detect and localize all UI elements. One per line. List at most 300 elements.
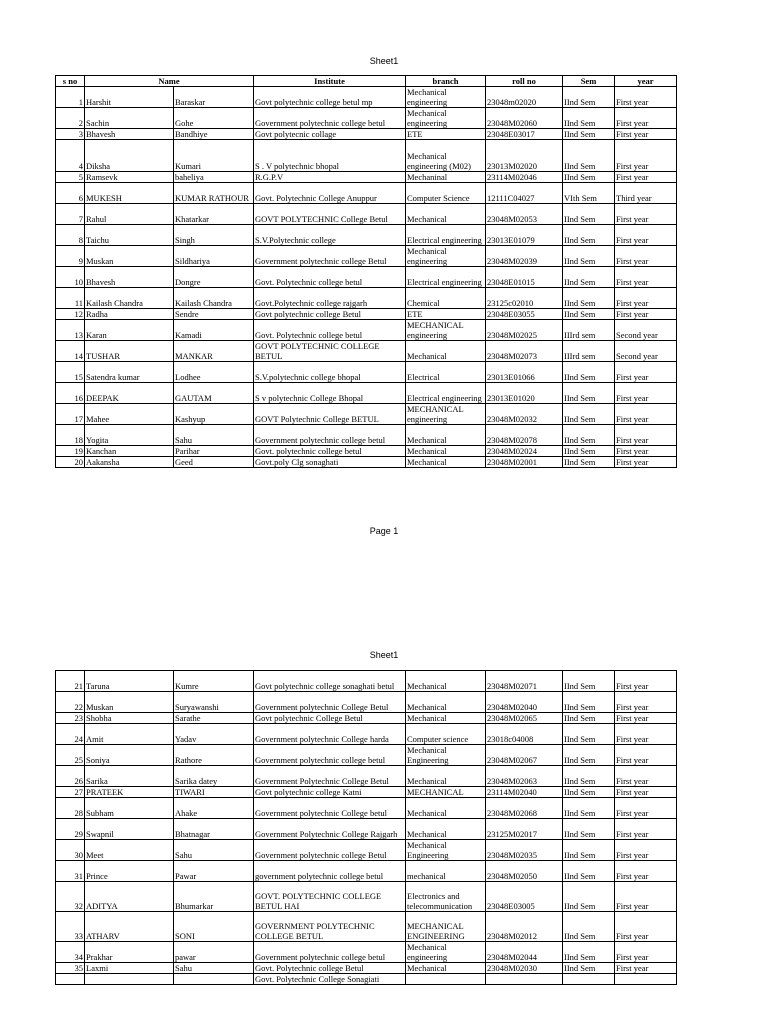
s-no-cell: 11 (56, 288, 85, 309)
roll-no-cell: 23048E03055 (486, 309, 563, 320)
branch-cell: Mechanical (406, 963, 486, 974)
last-name-cell: SONI (174, 912, 254, 942)
page-footer: Page 1 (369, 526, 399, 536)
s-no-cell: 1 (56, 87, 85, 108)
s-no-cell: 10 (56, 267, 85, 288)
s-no-cell: 21 (56, 671, 85, 692)
sem-cell: IInd Sem (563, 246, 615, 267)
institute-cell: government polytechnic college betul (254, 861, 406, 882)
last-name-cell: Kailash Chandra (174, 288, 254, 309)
branch-cell: Mechanical (406, 341, 486, 362)
year-cell: First year (615, 225, 677, 246)
table-row (56, 362, 677, 383)
institute-cell: Govt. Polytechnic College Sonagiati (254, 974, 406, 985)
first-name-cell: Aakansha (85, 457, 174, 468)
roll-no-cell: 23013E01079 (486, 225, 563, 246)
last-name-cell: KUMAR RATHOUR (174, 183, 254, 204)
sem-cell: IInd Sem (563, 787, 615, 798)
year-cell: First year (615, 288, 677, 309)
year-cell: First year (615, 942, 677, 963)
table-row (56, 309, 677, 320)
s-no-cell: 17 (56, 404, 85, 425)
institute-cell: Govt.Polytechnic college rajgarh (254, 288, 406, 309)
first-name-cell: Radha (85, 309, 174, 320)
last-name-cell: Rathore (174, 745, 254, 766)
institute-cell: Government Polytechnic College Rajgarh (254, 819, 406, 840)
table-row (56, 183, 677, 204)
institute-cell: Govt polytechnic college Betul (254, 309, 406, 320)
sem-cell (563, 974, 615, 985)
s-no-cell: 13 (56, 320, 85, 341)
year-cell: First year (615, 840, 677, 861)
s-no-cell: 2 (56, 108, 85, 129)
roll-no-cell: 23048M02050 (486, 861, 563, 882)
last-name-cell: TIWARI (174, 787, 254, 798)
institute-cell: Government polytechnic College harda (254, 724, 406, 745)
institute-cell: Govt polytechnic college Katni (254, 787, 406, 798)
year-cell: First year (615, 383, 677, 404)
table-row (56, 129, 677, 140)
branch-cell: Electrical engineering (406, 267, 486, 288)
roll-no-cell (486, 974, 563, 985)
roll-no-cell: 23048M02044 (486, 942, 563, 963)
institute-cell: GOVT POLYTECHNIC College Betul (254, 204, 406, 225)
first-name-cell: Laxmi (85, 963, 174, 974)
sem-cell: IInd Sem (563, 942, 615, 963)
s-no-cell (56, 974, 85, 985)
institute-cell: Govt. polytechnic college betul (254, 446, 406, 457)
s-no-cell: 30 (56, 840, 85, 861)
s-no-cell: 32 (56, 882, 85, 912)
s-no-cell: 26 (56, 766, 85, 787)
year-cell: Third year (615, 183, 677, 204)
last-name-cell: Sarika datey (174, 766, 254, 787)
roll-no-cell: 23048M02063 (486, 766, 563, 787)
year-cell: First year (615, 819, 677, 840)
roll-no-cell: 23048M02067 (486, 745, 563, 766)
year-cell: First year (615, 724, 677, 745)
roll-no-cell: 23018c04008 (486, 724, 563, 745)
s-no-cell: 25 (56, 745, 85, 766)
header-year: year (615, 76, 677, 87)
institute-cell: Government polytechnic college Betul (254, 840, 406, 861)
roll-no-cell: 23048M02001 (486, 457, 563, 468)
institute-cell: Govt. Polytechnic college betul (254, 320, 406, 341)
year-cell: Second year (615, 341, 677, 362)
last-name-cell: Geed (174, 457, 254, 468)
sem-cell: IInd Sem (563, 446, 615, 457)
table-row (56, 942, 677, 963)
branch-cell: Mechanical (406, 204, 486, 225)
branch-cell: Mechaninal (406, 172, 486, 183)
branch-cell: Electronics and telecommunication (406, 882, 486, 912)
roll-no-cell: 23013E01066 (486, 362, 563, 383)
branch-cell: MECHANICAL engineering (406, 320, 486, 341)
branch-cell: ETE (406, 129, 486, 140)
institute-cell: Government polytechnic college betul (254, 425, 406, 446)
branch-cell: MECHANICAL (406, 787, 486, 798)
s-no-cell: 15 (56, 362, 85, 383)
table-row (56, 140, 677, 172)
table-row (56, 341, 677, 362)
branch-cell: Mechanical engineering (406, 246, 486, 267)
roll-no-cell: 23125c02010 (486, 288, 563, 309)
first-name-cell: Mahee (85, 404, 174, 425)
table-header-row (56, 76, 677, 87)
table-row (56, 798, 677, 819)
s-no-cell: 31 (56, 861, 85, 882)
branch-cell: Mechanical Engineering (406, 840, 486, 861)
table-row (56, 446, 677, 457)
table-row (56, 172, 677, 183)
institute-cell: GOVT POLYTECHNIC COLLEGE BETUL (254, 341, 406, 362)
first-name-cell: Rahul (85, 204, 174, 225)
table-row (56, 425, 677, 446)
table-row (56, 225, 677, 246)
first-name-cell: Soniya (85, 745, 174, 766)
s-no-cell: 16 (56, 383, 85, 404)
roll-no-cell: 23114M02046 (486, 172, 563, 183)
sem-cell: IInd Sem (563, 882, 615, 912)
sem-cell: IInd Sem (563, 766, 615, 787)
first-name-cell: Kailash Chandra (85, 288, 174, 309)
institute-cell: Government polytechnic College betul (254, 798, 406, 819)
first-name-cell: Meet (85, 840, 174, 861)
institute-cell: Govt. Polytechnic college Betul (254, 963, 406, 974)
table-row (56, 692, 677, 713)
roll-no-cell: 23048M02032 (486, 404, 563, 425)
year-cell: First year (615, 766, 677, 787)
year-cell: First year (615, 87, 677, 108)
roll-no-cell: 23048M02025 (486, 320, 563, 341)
branch-cell: Electrical engineering (406, 225, 486, 246)
header-sem: Sem (563, 76, 615, 87)
last-name-cell: Pawar (174, 861, 254, 882)
s-no-cell: 6 (56, 183, 85, 204)
table-row (56, 404, 677, 425)
roll-no-cell: 23013E01020 (486, 383, 563, 404)
sem-cell: IInd Sem (563, 724, 615, 745)
table-row (56, 963, 677, 974)
branch-cell: Mechanical (406, 819, 486, 840)
first-name-cell: ADITYA (85, 882, 174, 912)
last-name-cell: Lodhee (174, 362, 254, 383)
year-cell: First year (615, 267, 677, 288)
last-name-cell: Sahu (174, 840, 254, 861)
roll-no-cell: 23013M02020 (486, 140, 563, 172)
header-branch: branch (406, 76, 486, 87)
roll-no-cell: 23048M02065 (486, 713, 563, 724)
last-name-cell: Baraskar (174, 87, 254, 108)
table-row (56, 383, 677, 404)
branch-cell: Mechanical (406, 446, 486, 457)
first-name-cell: Sachin (85, 108, 174, 129)
branch-cell: Mechanical engineering (406, 87, 486, 108)
sheet-title: Sheet1 (369, 56, 399, 66)
s-no-cell: 4 (56, 140, 85, 172)
year-cell: First year (615, 108, 677, 129)
table-row (56, 882, 677, 912)
sem-cell: IInd Sem (563, 267, 615, 288)
sem-cell: IInd Sem (563, 204, 615, 225)
last-name-cell: Khatarkar (174, 204, 254, 225)
roll-no-cell: 23048M02030 (486, 963, 563, 974)
institute-cell: S . V polytechnic bhopal (254, 140, 406, 172)
s-no-cell: 34 (56, 942, 85, 963)
first-name-cell: Ramsevk (85, 172, 174, 183)
institute-cell: Govt. Polytechnic College Anuppur (254, 183, 406, 204)
roll-no-cell: 23048M02040 (486, 692, 563, 713)
roll-no-cell: 23048M02071 (486, 671, 563, 692)
year-cell: First year (615, 172, 677, 183)
branch-cell: Mechanical (406, 713, 486, 724)
branch-cell: Computer science (406, 724, 486, 745)
sem-cell: IInd Sem (563, 383, 615, 404)
year-cell: First year (615, 963, 677, 974)
first-name-cell: MUKESH (85, 183, 174, 204)
first-name-cell: Satendra kumar (85, 362, 174, 383)
last-name-cell: Bandhiye (174, 129, 254, 140)
sem-cell: IInd Sem (563, 912, 615, 942)
institute-cell: S.V.Polytechnic college (254, 225, 406, 246)
table-row (56, 288, 677, 309)
year-cell: First year (615, 798, 677, 819)
year-cell: First year (615, 404, 677, 425)
year-cell: First year (615, 745, 677, 766)
institute-cell: Govt polytechnic college betul mp (254, 87, 406, 108)
first-name-cell: Subham (85, 798, 174, 819)
s-no-cell: 23 (56, 713, 85, 724)
branch-cell: Mechanical (406, 425, 486, 446)
branch-cell: Mechanical (406, 798, 486, 819)
first-name-cell: Shobha (85, 713, 174, 724)
table-row (56, 246, 677, 267)
year-cell: First year (615, 457, 677, 468)
last-name-cell: Ahake (174, 798, 254, 819)
year-cell: First year (615, 912, 677, 942)
s-no-cell: 9 (56, 246, 85, 267)
s-no-cell: 8 (56, 225, 85, 246)
student-table-page-2 (55, 670, 677, 985)
table-row (56, 840, 677, 861)
s-no-cell: 27 (56, 787, 85, 798)
branch-cell: mechanical (406, 861, 486, 882)
sem-cell: IInd Sem (563, 840, 615, 861)
roll-no-cell: 23048E03017 (486, 129, 563, 140)
roll-no-cell: 23048M02078 (486, 425, 563, 446)
branch-cell: Mechanical (406, 692, 486, 713)
roll-no-cell: 23048M02068 (486, 798, 563, 819)
first-name-cell: DEEPAK (85, 383, 174, 404)
sem-cell: IInd Sem (563, 671, 615, 692)
roll-no-cell: 23125M02017 (486, 819, 563, 840)
year-cell: Second year (615, 320, 677, 341)
sem-cell: IInd Sem (563, 172, 615, 183)
branch-cell: Mechanical engineering (406, 942, 486, 963)
institute-cell: Govt.poly Clg sonaghati (254, 457, 406, 468)
sem-cell: IInd Sem (563, 87, 615, 108)
table-row (56, 204, 677, 225)
table-row (56, 766, 677, 787)
branch-cell: Electrical (406, 362, 486, 383)
institute-cell: R.G.P.V (254, 172, 406, 183)
last-name-cell: Bhatnagar (174, 819, 254, 840)
first-name-cell: Amit (85, 724, 174, 745)
year-cell: First year (615, 129, 677, 140)
first-name-cell: Swapnil (85, 819, 174, 840)
last-name-cell: Sahu (174, 963, 254, 974)
sem-cell: IInd Sem (563, 457, 615, 468)
year-cell: First year (615, 882, 677, 912)
roll-no-cell: 23048m02020 (486, 87, 563, 108)
sem-cell: IInd Sem (563, 692, 615, 713)
last-name-cell: Sildhariya (174, 246, 254, 267)
institute-cell: Govt polytechnic College Betul (254, 713, 406, 724)
first-name-cell: Sarika (85, 766, 174, 787)
institute-cell: GOVT Polytechnic College BETUL (254, 404, 406, 425)
roll-no-cell: 12111C04027 (486, 183, 563, 204)
sem-cell: IInd Sem (563, 108, 615, 129)
table-row (56, 457, 677, 468)
first-name-cell: TUSHAR (85, 341, 174, 362)
institute-cell: Govt polytecnic collage (254, 129, 406, 140)
branch-cell: MECHANICAL engineering (406, 404, 486, 425)
sem-cell: IInd Sem (563, 425, 615, 446)
last-name-cell: Kumari (174, 140, 254, 172)
sem-cell: IInd Sem (563, 140, 615, 172)
last-name-cell: Parihar (174, 446, 254, 457)
roll-no-cell: 23048M02024 (486, 446, 563, 457)
branch-cell: Mechanical (406, 457, 486, 468)
header-s-no: s no (56, 76, 85, 87)
roll-no-cell: 23048M02053 (486, 204, 563, 225)
s-no-cell: 12 (56, 309, 85, 320)
table-row (56, 819, 677, 840)
sem-cell: IInd Sem (563, 362, 615, 383)
first-name-cell: Prince (85, 861, 174, 882)
s-no-cell: 33 (56, 912, 85, 942)
roll-no-cell: 23048M02039 (486, 246, 563, 267)
s-no-cell: 18 (56, 425, 85, 446)
last-name-cell: Sahu (174, 425, 254, 446)
first-name-cell: Diksha (85, 140, 174, 172)
sem-cell: IInd Sem (563, 798, 615, 819)
last-name-cell: Kamadi (174, 320, 254, 341)
institute-cell: Government polytechnic college betul (254, 108, 406, 129)
table-row (56, 713, 677, 724)
table-row (56, 267, 677, 288)
sem-cell: IInd Sem (563, 129, 615, 140)
year-cell: First year (615, 362, 677, 383)
last-name-cell: baheliya (174, 172, 254, 183)
s-no-cell: 35 (56, 963, 85, 974)
roll-no-cell: 23048M02073 (486, 341, 563, 362)
roll-no-cell: 23048M02060 (486, 108, 563, 129)
branch-cell (406, 974, 486, 985)
s-no-cell: 14 (56, 341, 85, 362)
table-row (56, 787, 677, 798)
year-cell: First year (615, 309, 677, 320)
institute-cell: Government polytechnic college Betul (254, 246, 406, 267)
s-no-cell: 5 (56, 172, 85, 183)
last-name-cell: Sarathe (174, 713, 254, 724)
last-name-cell: Kashyup (174, 404, 254, 425)
student-table-page-1 (55, 75, 677, 468)
first-name-cell: Karan (85, 320, 174, 341)
s-no-cell: 7 (56, 204, 85, 225)
year-cell: First year (615, 787, 677, 798)
header-name: Name (85, 76, 254, 87)
first-name-cell: Prakhar (85, 942, 174, 963)
s-no-cell: 24 (56, 724, 85, 745)
sem-cell: VIth Sem (563, 183, 615, 204)
sem-cell: IInd Sem (563, 745, 615, 766)
last-name-cell: Gohe (174, 108, 254, 129)
year-cell: First year (615, 861, 677, 882)
sem-cell: IInd Sem (563, 288, 615, 309)
institute-cell: Government polytechnic college betul (254, 942, 406, 963)
institute-cell: GOVT. POLYTECHNIC COLLEGE BETUL HAI (254, 882, 406, 912)
s-no-cell: 3 (56, 129, 85, 140)
sem-cell: IInd Sem (563, 225, 615, 246)
roll-no-cell: 23114M02040 (486, 787, 563, 798)
last-name-cell: Suryawanshi (174, 692, 254, 713)
first-name-cell (85, 974, 174, 985)
last-name-cell: Dongre (174, 267, 254, 288)
year-cell: First year (615, 204, 677, 225)
year-cell: First year (615, 446, 677, 457)
institute-cell: Government Polytechnic College Betul (254, 766, 406, 787)
branch-cell: Electrical engineering (406, 383, 486, 404)
year-cell: First year (615, 140, 677, 172)
table-row (56, 320, 677, 341)
table-row (56, 671, 677, 692)
year-cell (615, 974, 677, 985)
table-row (56, 108, 677, 129)
table-row (56, 974, 677, 985)
sem-cell: IInd Sem (563, 713, 615, 724)
last-name-cell: pawar (174, 942, 254, 963)
institute-cell: S v polytechnic College Bhopal (254, 383, 406, 404)
year-cell: First year (615, 713, 677, 724)
s-no-cell: 20 (56, 457, 85, 468)
roll-no-cell: 23048E01015 (486, 267, 563, 288)
first-name-cell: Taichu (85, 225, 174, 246)
branch-cell: MECHANICAL ENGINEERING (406, 912, 486, 942)
table-row (56, 87, 677, 108)
roll-no-cell: 23048M02012 (486, 912, 563, 942)
branch-cell: Mechanical (406, 671, 486, 692)
year-cell: First year (615, 692, 677, 713)
first-name-cell: PRATEEK (85, 787, 174, 798)
table-row (56, 724, 677, 745)
first-name-cell: Harshit (85, 87, 174, 108)
s-no-cell: 22 (56, 692, 85, 713)
branch-cell: Chemical (406, 288, 486, 309)
branch-cell: Computer Science (406, 183, 486, 204)
first-name-cell: Muskan (85, 692, 174, 713)
year-cell: First year (615, 425, 677, 446)
sem-cell: IIIrd sem (563, 320, 615, 341)
last-name-cell: Kumre (174, 671, 254, 692)
sem-cell: IInd Sem (563, 404, 615, 425)
year-cell: First year (615, 671, 677, 692)
last-name-cell: Yadav (174, 724, 254, 745)
institute-cell: S.V.polytechnic college bhopal (254, 362, 406, 383)
first-name-cell: Bhavesh (85, 267, 174, 288)
branch-cell: Mechanical engineering (M02) (406, 140, 486, 172)
institute-cell: Government polytechnic college betul (254, 745, 406, 766)
